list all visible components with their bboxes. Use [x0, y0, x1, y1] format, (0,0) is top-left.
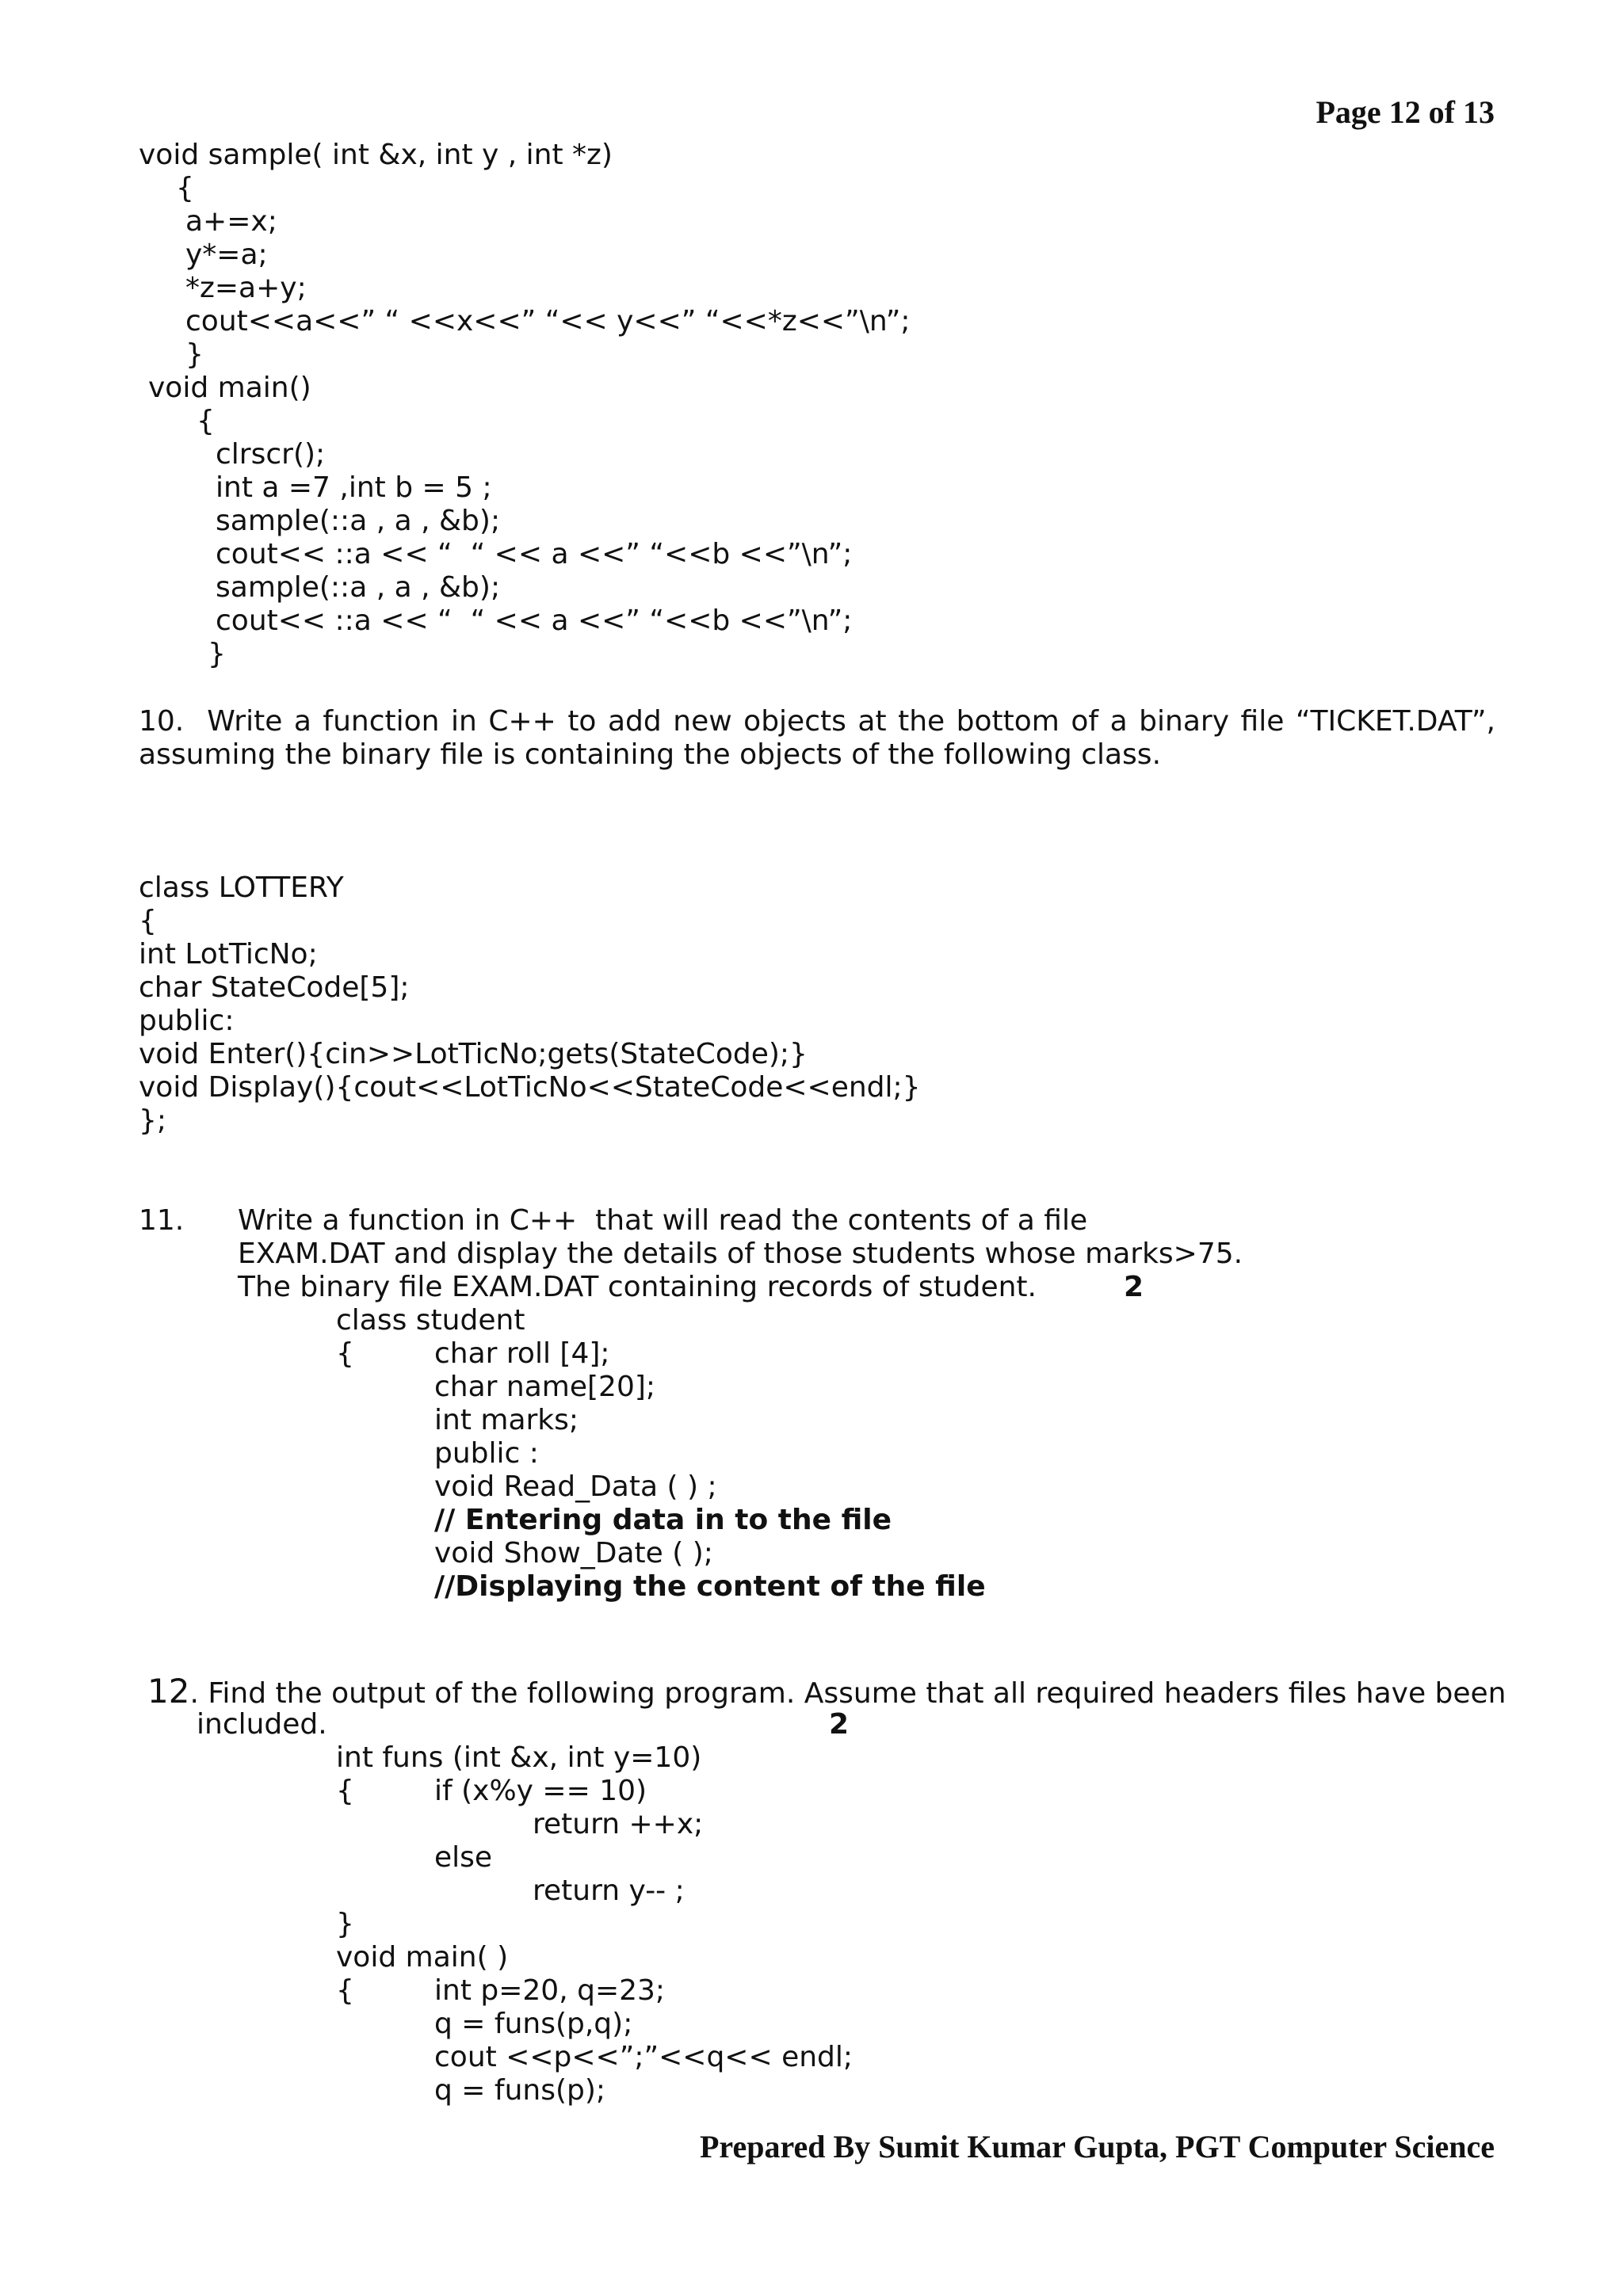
marks-label: 2	[829, 1708, 850, 1741]
code-line: }	[208, 638, 226, 670]
code-line: void sample( int &x, int y , int *z)	[139, 139, 613, 171]
code-line: void Show_Date ( );	[434, 1537, 713, 1569]
code-line: else	[434, 1841, 493, 1874]
code-line: {	[336, 1775, 354, 1807]
question-text-line: . Find the output of the following program. Assume that all required headers files have been	[189, 1677, 1507, 1710]
code-line: {	[336, 1337, 354, 1370]
code-line: char roll [4];	[434, 1337, 610, 1370]
code-line: q = funs(p,q);	[434, 2008, 633, 2040]
code-line: *z=a+y;	[185, 272, 307, 304]
code-line: int a =7 ,int b = 5 ;	[216, 471, 492, 504]
code-line: char name[20];	[434, 1371, 656, 1403]
question-text-line: EXAM.DAT and display the details of those students whose marks>75.	[238, 1238, 1243, 1270]
code-line: int marks;	[434, 1404, 579, 1436]
code-line: y*=a;	[185, 238, 268, 271]
code-comment: //Displaying the content of the file	[434, 1570, 986, 1603]
code-line: {	[336, 1974, 354, 2007]
code-line: return ++x;	[533, 1808, 704, 1840]
question-number: 11.	[139, 1204, 185, 1237]
code-line: void Display(){cout<<LotTicNo<<StateCode<<endl;}	[139, 1071, 921, 1104]
code-line: void main( )	[336, 1941, 509, 1974]
code-line: a+=x;	[185, 205, 277, 238]
code-line: public :	[434, 1437, 539, 1470]
footer-credit: Prepared By Sumit Kumar Gupta, PGT Computer Science	[700, 2129, 1495, 2164]
code-line: class LOTTERY	[139, 871, 344, 904]
question-text-line: Write a function in C++ that will read the contents of a file	[238, 1204, 1088, 1237]
code-line: class student	[336, 1304, 525, 1337]
code-line: };	[139, 1104, 167, 1137]
code-line: int funs (int &x, int y=10)	[336, 1741, 702, 1774]
code-line: void Read_Data ( ) ;	[434, 1470, 717, 1503]
question-body: Write a function in C++ to add new objects at the bottom of a binary file “TICKET.DAT”, assuming the binary file is containing the objects of the following class.	[139, 705, 1495, 771]
question-number: 12	[147, 1672, 190, 1711]
code-comment: // Entering data in to the file	[434, 1504, 892, 1536]
code-line: clrscr();	[216, 438, 326, 471]
code-line: void main()	[148, 372, 311, 404]
code-line: }	[336, 1908, 354, 1940]
code-line: cout<< ::a << “ “ << a <<” “<<b <<”\n”;	[216, 605, 853, 637]
question-number: 10.	[139, 705, 185, 738]
code-line: public:	[139, 1005, 235, 1037]
question-10-text	[139, 705, 1495, 772]
code-line: {	[176, 172, 194, 204]
marks-label: 2	[1124, 1271, 1144, 1303]
code-line: cout <<p<<”;”<<q<< endl;	[434, 2041, 854, 2073]
question-text-line: included.	[197, 1708, 327, 1741]
page-number: Page 12 of 13	[1316, 94, 1495, 130]
code-line: {	[139, 905, 157, 937]
code-line: if (x%y == 10)	[434, 1775, 647, 1807]
code-line: char StateCode[5];	[139, 971, 410, 1004]
code-line: cout<< ::a << “ “ << a <<” “<<b <<”\n”;	[216, 538, 853, 570]
code-line: cout<<a<<” “ <<x<<” “<< y<<” “<<*z<<”\n”;	[185, 305, 911, 338]
code-line: sample(::a , a , &b);	[216, 571, 501, 604]
question-text-line: The binary file EXAM.DAT containing records of student.	[238, 1271, 1037, 1303]
code-line: {	[197, 405, 215, 437]
code-line: q = funs(p);	[434, 2074, 606, 2107]
code-line: int LotTicNo;	[139, 938, 318, 971]
code-line: void Enter(){cin>>LotTicNo;gets(StateCode);}	[139, 1038, 808, 1070]
code-line: int p=20, q=23;	[434, 1974, 666, 2007]
question-12-line1	[147, 1672, 1507, 1711]
code-line: sample(::a , a , &b);	[216, 505, 501, 537]
code-line: return y-- ;	[533, 1875, 685, 1907]
code-line: }	[185, 338, 204, 371]
